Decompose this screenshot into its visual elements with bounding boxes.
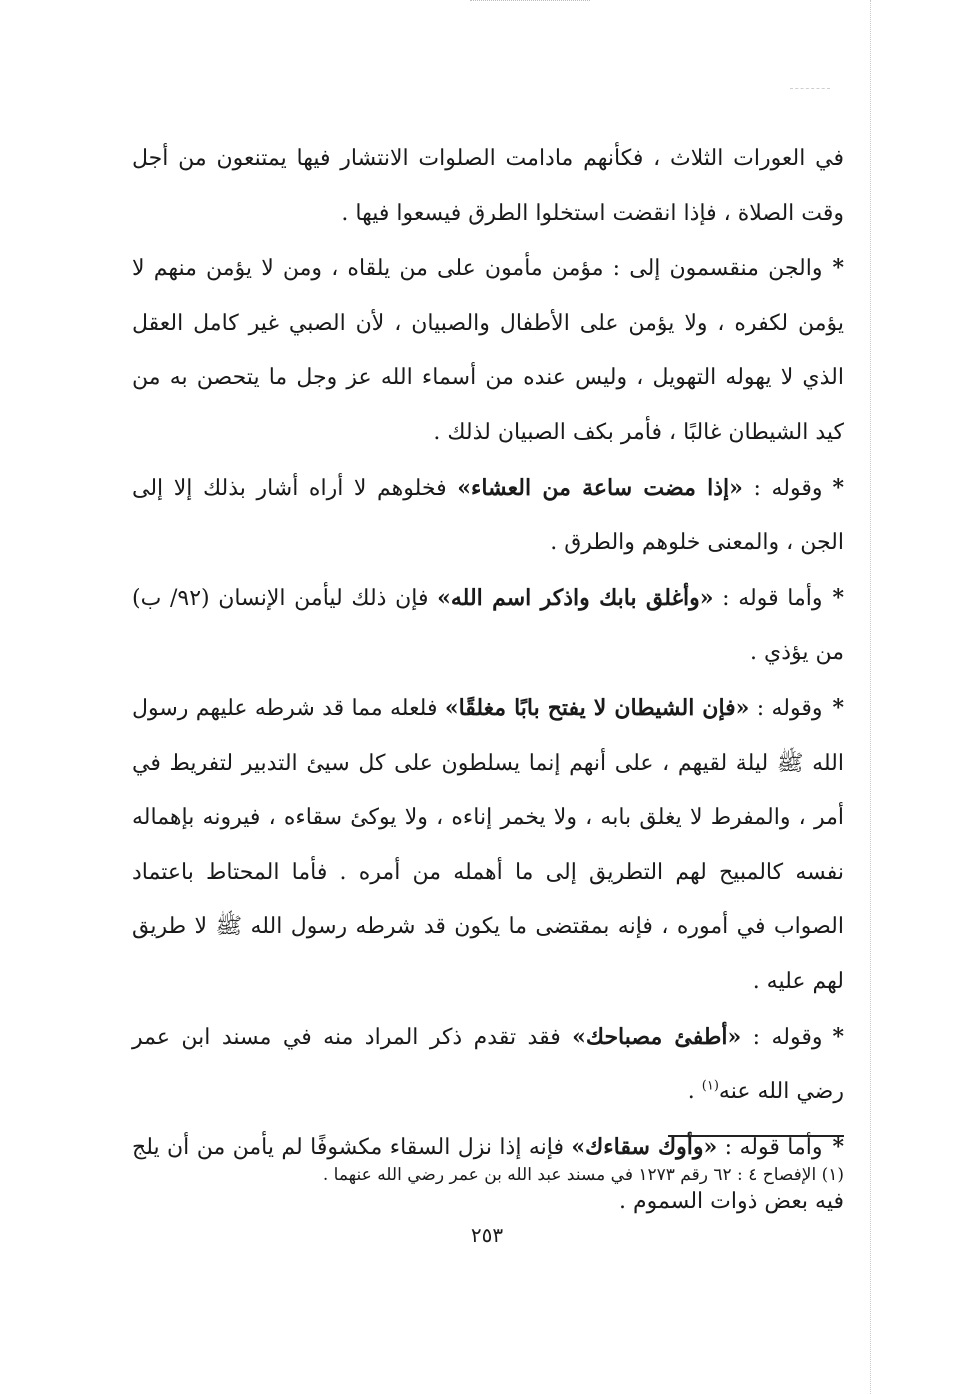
page-number: ٢٥٣ bbox=[470, 1223, 504, 1247]
body-text bbox=[132, 132, 844, 1230]
asterisk-marker: * bbox=[832, 474, 844, 501]
paragraph-2 bbox=[132, 241, 844, 460]
asterisk-marker: * bbox=[832, 584, 845, 611]
paragraph-lead: وأما قوله : bbox=[717, 1134, 823, 1160]
asterisk-marker: * bbox=[832, 1133, 845, 1160]
paragraph-3 bbox=[132, 461, 844, 571]
paragraph-lead: وقوله : bbox=[742, 475, 823, 501]
footnote-text: (١) الإفصاح ٤ : ٦٢ رقم ١٢٧٣ في مسند عبد الله بن عمر رضي الله عنهما . bbox=[322, 1165, 844, 1185]
footnote-separator bbox=[668, 1135, 844, 1137]
paragraph-lead: وأما قوله : bbox=[713, 585, 823, 611]
asterisk-marker: * bbox=[832, 694, 844, 721]
hadith-quote: «وأغلق بابك واذكر اسم الله» bbox=[437, 584, 714, 611]
paragraph-lead: وقوله : bbox=[741, 1024, 823, 1050]
paragraph-6 bbox=[132, 1010, 844, 1120]
paragraph-text: في العورات الثلاث ، فكأنهم مادامت الصلوات الانتشار فيها يمتنعون من أجل وقت الصلاة ، فإذا انقضت استخلوا الطرق فيسعوا فيها . bbox=[132, 146, 844, 226]
asterisk-marker: * bbox=[832, 1023, 845, 1050]
paragraph-tail: . bbox=[687, 1079, 702, 1105]
paragraph-text: فإن ذلك ليأمن الإنسان (٩٢/ ب) من يؤذي . bbox=[132, 585, 844, 666]
hadith-quote: «فإن الشيطان لا يفتح بابًا مغلقًا» bbox=[444, 694, 750, 721]
scan-artifact-top bbox=[470, 0, 590, 1]
paragraph-text: فلعله مما قد شرطه عليهم رسول الله ﷺ ليلة لقيهم ، على أنهم إنما يسلطون على كل سيئ التدبير لتفريط في أمر ، والمفرط لا يغلق بابه ، ولا يخمر إناءه ، ولا يوكئ سقاءه ، فيرونه بإهماله نفسه كالمبيح لهم التطريق إلى ما أهمله من أمره . فأما المحتاط باعتماد الصواب في أموره ، فإنه بمقتضى ما يكون قد شرطه رسول الله ﷺ لا طريق لهم عليه . bbox=[132, 695, 844, 994]
paragraph-text: فإنه إذا نزل السقاء مكشوفًا لم يأمن من أن يلج فيه بعض ذوات السموم . bbox=[132, 1134, 844, 1215]
paragraph-text: فقد تقدم ذكر المراد منه في مسند ابن عمر رضي الله عنه bbox=[132, 1024, 844, 1105]
paragraph-5 bbox=[132, 681, 844, 1010]
hadith-quote: «أطفئ مصباحك» bbox=[572, 1023, 742, 1050]
paragraph-4 bbox=[132, 571, 844, 681]
hadith-quote: «وأوك سقاءك» bbox=[571, 1133, 718, 1160]
paragraph-text: فخلوهم لا أراه أشار بذلك إلا إلى الجن ، والمعنى خلوهم والطرق . bbox=[132, 475, 844, 556]
scan-artifact-corner bbox=[790, 88, 830, 89]
paragraph-text: والجن منقسمون إلى : مؤمن مأمون على من يلقاه ، ومن لا يؤمن منهم لا يؤمن لكفره ، ولا يؤمن على الأطفال والصبيان ، لأن الصبي غير كامل العقل الذي لا يهوله التهويل ، وليس عنده من أسماء الله عز وجل ما يتحصن به من كيد الشيطان غالبًا ، فأمر بكف الصبيان لذلك . bbox=[132, 256, 844, 445]
hadith-quote: «إذا مضت ساعة من العشاء» bbox=[457, 474, 743, 501]
footnote-reference: (١) bbox=[701, 1078, 719, 1094]
paragraph-lead: وقوله : bbox=[749, 695, 823, 721]
scan-edge-line bbox=[870, 0, 871, 1394]
paragraph-1 bbox=[132, 132, 844, 241]
asterisk-marker: * bbox=[832, 255, 844, 282]
